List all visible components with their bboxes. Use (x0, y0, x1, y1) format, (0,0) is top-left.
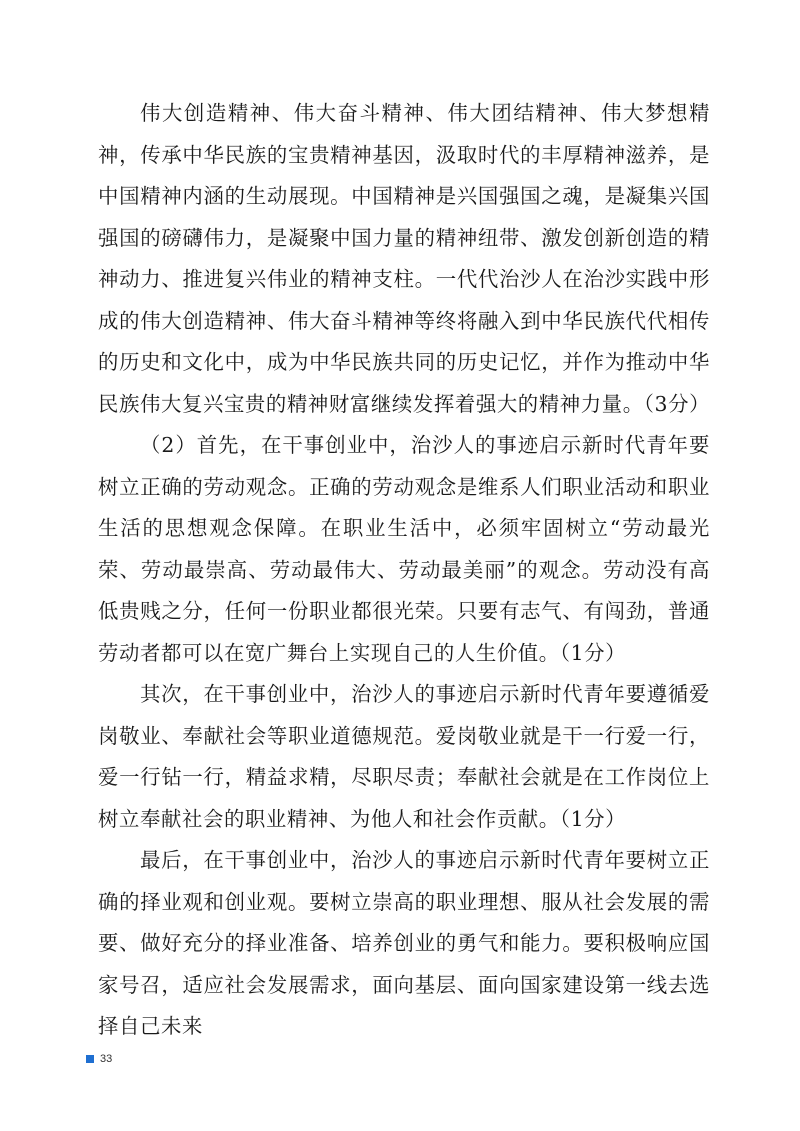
paragraph-spirit-summary: 伟大创造精神、伟大奋斗精神、伟大团结精神、伟大梦想精神，传承中华民族的宝贵精神基因，汲取时代的丰厚精神滋养，是中国精神内涵的生动展现。中国精神是兴国强国之魂，是凝集兴国强国的磅礴伟力，是凝聚中国力量的精神纽带、激发创新创造的精神动力、推进复兴伟业的精神支柱。一代代治沙人在治沙实践中形成的伟大创造精神、伟大奋斗精神等终将融入到中华民族代代相传的历史和文化中，成为中华民族共同的历史记忆，并作为推动中华民族伟大复兴宝贵的精神财富继续发挥着强大的精神力量。（3分） (98, 101, 711, 416)
paragraph-career-view: 最后，在干事创业中，治沙人的事迹启示新时代青年要树立正确的择业观和创业观。要树立崇高的职业理想、服从社会发展的需要、做好充分的择业准备、培养创业的勇气和能力。要积极响应国家号召，适应社会发展需求，面向基层、面向国家建设第一线去选择自己未来 (98, 848, 710, 1038)
paragraph-labor-view: （2）首先，在干事创业中，治沙人的事迹启示新时代青年要树立正确的劳动观念。正确的劳动观念是维系人们职业活动和职业生活的思想观念保障。在职业生活中，必须牢固树立“劳动最光荣、劳动最崇高、劳动最伟大、劳动最美丽”的观念。劳动没有高低贵贱之分，任何一份职业都很光荣。只要有志气、有闯劲，普通劳动者都可以在宽广舞台上实现自己的人生价值。（1分） (98, 433, 710, 665)
page-number: 33 (100, 1053, 113, 1065)
page-footer (86, 1053, 112, 1065)
page-marker-square-icon (86, 1055, 94, 1063)
page-content (98, 93, 710, 1048)
paragraph-professional-ethics: 其次，在干事创业中，治沙人的事迹启示新时代青年要遵循爱岗敬业、奉献社会等职业道德规范。爱岗敬业就是干一行爱一行，爱一行钻一行，精益求精，尽职尽责；奉献社会就是在工作岗位上树立奉献社会的职业精神、为他人和社会作贡献。（1分） (98, 682, 710, 831)
